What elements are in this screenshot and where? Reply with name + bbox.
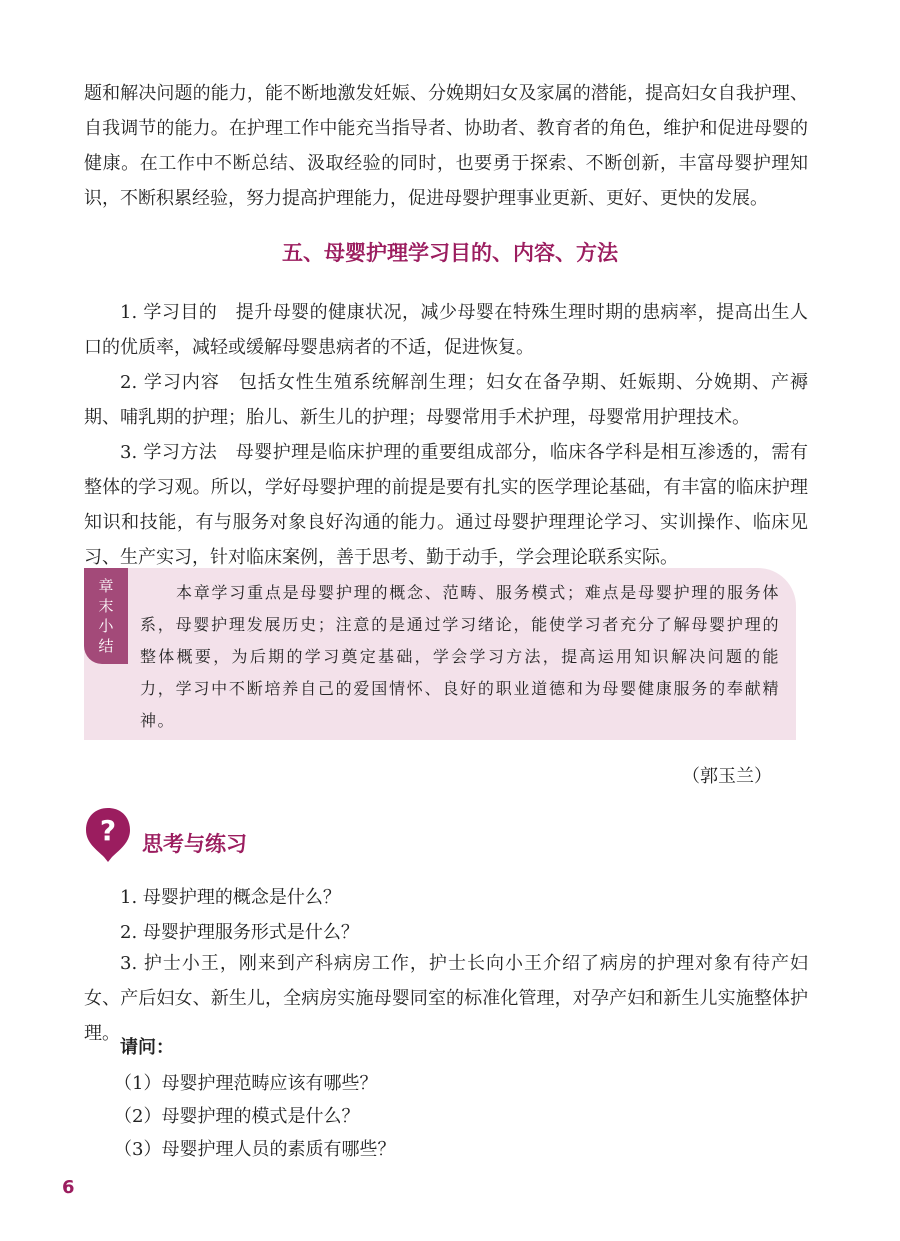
question-mark-pin-icon bbox=[84, 806, 132, 864]
question-1: 1. 母婴护理的概念是什么？ bbox=[120, 887, 341, 908]
item-learning-method: 3. 学习方法 母婴护理是临床护理的重要组成部分，临床各学科是相互渗透的，需有整体的学习观。所以，学好母婴护理的前提是要有扎实的医学理论基础，有丰富的临床护理知识和技能，有与服务对象良好沟通的能力。通过母婴护理理论学习、实训操作、临床见习、生产实习，针对临床案例，善于思考、勤于动手，学会理论联系实际。 bbox=[84, 442, 808, 568]
sub-question-1: （1）母婴护理范畴应该有哪些？ bbox=[114, 1073, 378, 1094]
sub-question-3: （3）母婴护理人员的素质有哪些？ bbox=[114, 1139, 396, 1160]
page-number: 6 bbox=[62, 1177, 75, 1198]
item-learning-content: 2. 学习内容 包括女性生殖系统解剖生理；妇女在备孕期、妊娠期、分娩期、产褥期、哺乳期的护理；胎儿、新生儿的护理；母婴常用手术护理，母婴常用护理技术。 bbox=[84, 372, 808, 428]
ask-label: 请问： bbox=[120, 1037, 174, 1058]
section-title: 五、母婴护理学习目的、内容、方法 bbox=[282, 241, 618, 265]
question-3: 3. 护士小王，刚来到产科病房工作，护士长向小王介绍了病房的护理对象有待产妇女、产后妇女、新生儿，全病房实施母婴同室的标准化管理，对孕产妇和新生儿实施整体护理。 bbox=[84, 953, 808, 1044]
chapter-summary-text: 本章学习重点是母婴护理的概念、范畴、服务模式；难点是母婴护理的服务体系，母婴护理发展历史；注意的是通过学习绪论，能使学习者充分了解母婴护理的整体概要，为后期的学习奠定基础，学会学习方法，提高运用知识解决问题的能力，学习中不断培养自己的爱国情怀、良好的职业道德和为母婴健康服务的奉献精神。 bbox=[140, 583, 780, 730]
author: （郭玉兰） bbox=[682, 766, 772, 787]
question-2: 2. 母婴护理服务形式是什么？ bbox=[120, 922, 359, 943]
exercise-title: 思考与练习 bbox=[142, 832, 247, 856]
intro-paragraph: 题和解决问题的能力，能不断地激发妊娠、分娩期妇女及家属的潜能，提高妇女自我护理、自我调节的能力。在护理工作中能充当指导者、协助者、教育者的角色，维护和促进母婴的健康。在工作中不断总结、汲取经验的同时，也要勇于探索、不断创新，丰富母婴护理知识，不断积累经验，努力提高护理能力，促进母婴护理事业更新、更好、更快的发展。 bbox=[84, 83, 808, 209]
sub-question-2: （2）母婴护理的模式是什么？ bbox=[114, 1106, 360, 1127]
item-learning-purpose: 1. 学习目的 提升母婴的健康状况，减少母婴在特殊生理时期的患病率，提高出生人口的优质率，减轻或缓解母婴患病者的不适，促进恢复。 bbox=[84, 302, 808, 358]
svg-text:?: ? bbox=[99, 814, 117, 847]
chapter-summary-label: 章末小结 bbox=[98, 577, 114, 655]
chapter-summary-tab bbox=[84, 568, 128, 664]
